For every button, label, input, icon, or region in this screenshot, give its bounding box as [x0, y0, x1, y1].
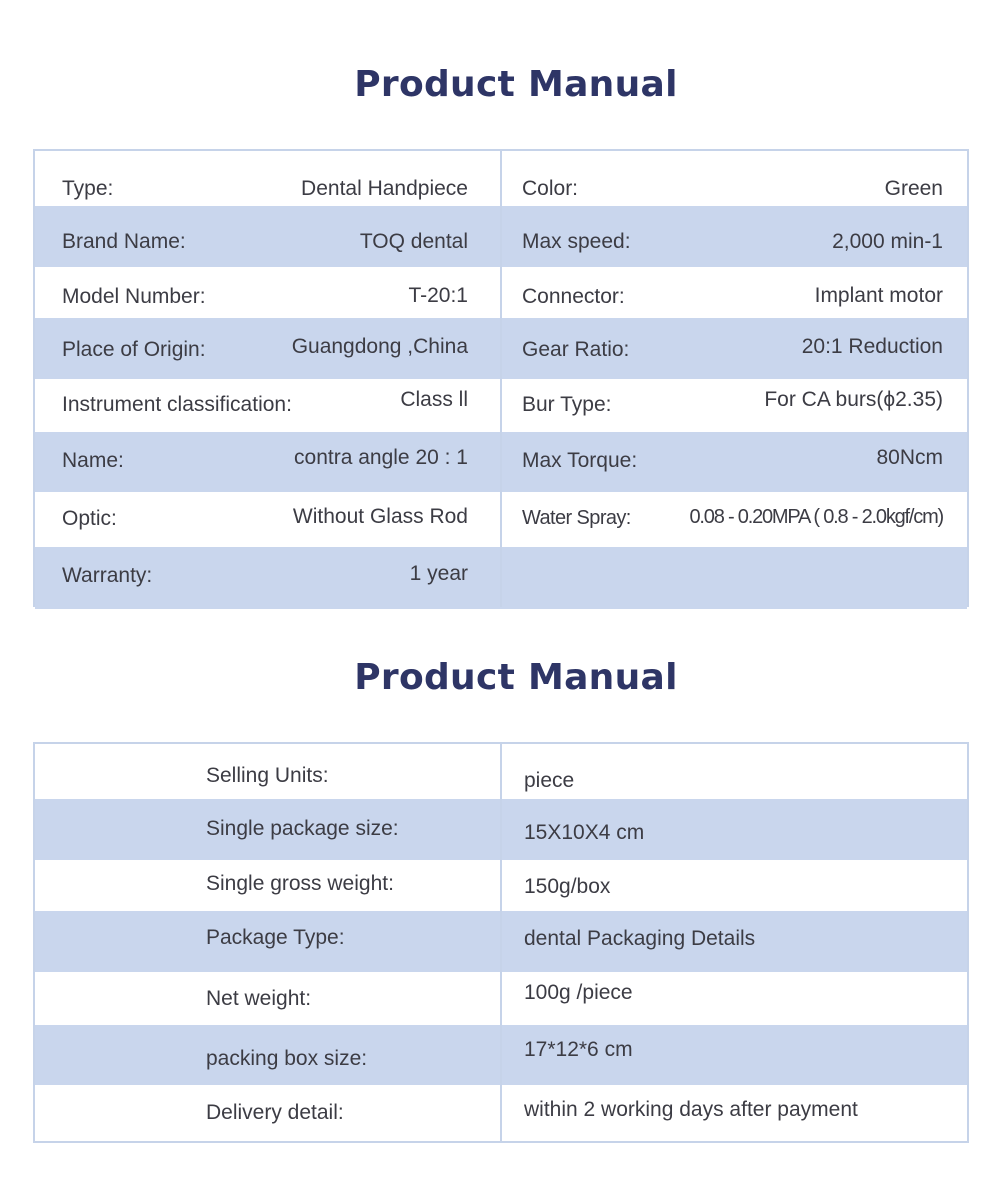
spec-label: Delivery detail:: [206, 1101, 344, 1124]
spec-label: Warranty:: [62, 564, 153, 587]
spec-label: Net weight:: [206, 987, 312, 1010]
spec-label: Package Type:: [206, 926, 345, 949]
table-row: [35, 547, 967, 609]
section-title: Product Manual: [354, 64, 678, 105]
spec-value: Class ll: [400, 388, 468, 411]
spec-value: 1 year: [409, 562, 468, 585]
spec-value: Green: [884, 177, 943, 200]
spec-value: contra angle 20 : 1: [294, 446, 468, 469]
section-title: Product Manual: [354, 657, 678, 698]
spec-value: 0.08 - 0.20MPA ( 0.8 - 2.0kgf/cm): [689, 506, 943, 528]
table-row: [35, 1085, 967, 1143]
spec-label: Type:: [62, 177, 114, 200]
spec-value: 150g/box: [524, 875, 611, 898]
table-row: [35, 151, 967, 206]
spec-value: dental Packaging Details: [524, 927, 756, 950]
spec-value: 80Ncm: [876, 446, 943, 469]
spec-label: Max speed:: [522, 230, 631, 253]
packaging-table: [33, 742, 969, 1143]
spec-label: Selling Units:: [206, 764, 329, 787]
spec-value: 15X10X4 cm: [524, 821, 645, 844]
spec-label: Single package size:: [206, 817, 399, 840]
spec-value: 17*12*6 cm: [524, 1038, 633, 1061]
spec-value: 2,000 min-1: [832, 230, 943, 253]
spec-value: TOQ dental: [359, 230, 468, 253]
spec-value: For CA burs(ϕ2.35): [764, 388, 943, 411]
spec-label: Model Number:: [62, 285, 206, 308]
spec-value: Without Glass Rod: [292, 505, 468, 528]
table-row: [35, 972, 967, 1025]
table-row: [35, 799, 967, 860]
spec-label: packing box size:: [206, 1047, 368, 1070]
spec-value: 20:1 Reduction: [801, 335, 943, 358]
table-row: [35, 379, 967, 432]
spec-table: [33, 149, 969, 607]
table-row: [35, 492, 967, 547]
table-row: [35, 1025, 967, 1085]
spec-label: Instrument classification:: [62, 393, 292, 416]
table-row: [35, 267, 967, 318]
spec-value: Dental Handpiece: [301, 177, 468, 200]
spec-value: Guangdong ,China: [291, 335, 468, 358]
spec-value: T-20:1: [408, 284, 468, 307]
spec-label: Gear Ratio:: [522, 338, 630, 361]
spec-label: Place of Origin:: [62, 338, 206, 361]
spec-value: 100g /piece: [524, 981, 633, 1004]
table-row: [35, 860, 967, 911]
table-row: [35, 432, 967, 492]
spec-label: Brand Name:: [62, 230, 186, 253]
spec-value: within 2 working days after payment: [524, 1098, 858, 1121]
spec-label: Connector:: [522, 285, 625, 308]
spec-label: Max Torque:: [522, 449, 638, 472]
table-row: [35, 318, 967, 379]
spec-value: piece: [524, 769, 575, 792]
spec-label: Bur Type:: [522, 393, 612, 416]
table-row: [35, 206, 967, 267]
spec-label: Name:: [62, 449, 124, 472]
spec-label: Water Spray:: [522, 507, 631, 529]
spec-label: Color:: [522, 177, 579, 200]
table-row: [35, 911, 967, 972]
spec-label: Single gross weight:: [206, 872, 394, 895]
spec-label: Optic:: [62, 507, 117, 530]
spec-value: Implant motor: [814, 284, 943, 307]
table-row: [35, 744, 967, 799]
